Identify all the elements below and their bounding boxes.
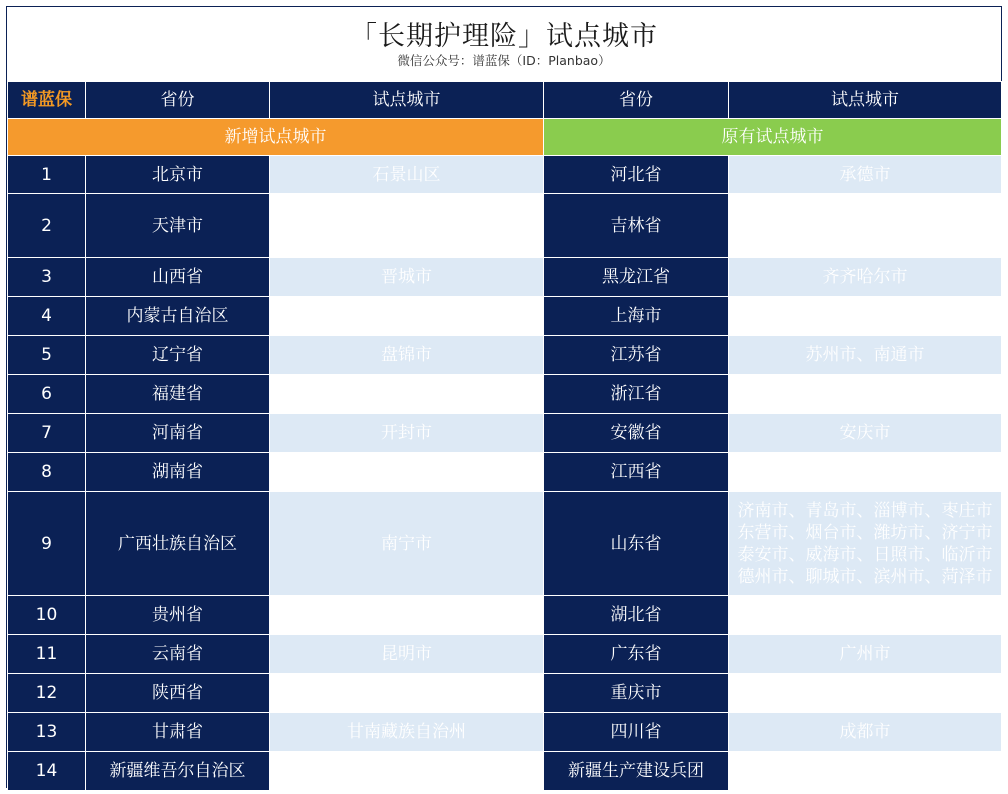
original-province: 新疆生产建设兵团 (544, 752, 729, 791)
new-province: 广西壮族自治区 (86, 492, 270, 596)
table-row (8, 492, 1002, 596)
table-row (8, 194, 1002, 258)
new-pilot-city: 乌鲁木齐市 (270, 752, 544, 791)
city-line: 德州市、聊城市、滨州市、菏泽市 (737, 566, 993, 587)
new-province: 陕西省 (86, 674, 270, 713)
header-province: 省份 (86, 82, 270, 119)
original-pilot-city (729, 258, 1002, 297)
new-province: 湖南省 (86, 453, 270, 492)
city-line: 济南市、青岛市、淄博市、枣庄市 (737, 500, 993, 521)
original-pilot-city (729, 492, 1002, 596)
new-pilot-city: 呼和浩特市 (270, 297, 544, 336)
new-province: 贵州省 (86, 596, 270, 635)
new-pilot-city: 湘潭市 (270, 453, 544, 492)
new-province: 河南省 (86, 414, 270, 453)
new-province: 云南省 (86, 635, 270, 674)
new-province: 天津市 (86, 194, 270, 258)
original-pilot-city (729, 375, 1002, 414)
original-pilot-city (729, 752, 1002, 791)
original-province: 浙江省 (544, 375, 729, 414)
new-province: 内蒙古自治区 (86, 297, 270, 336)
new-pilot-city: 晋城市 (270, 258, 544, 297)
row-number: 13 (8, 713, 86, 752)
city-line: 石河子市 (831, 761, 899, 781)
table-row (8, 635, 1002, 674)
row-number: 14 (8, 752, 86, 791)
new-pilot-city: 盘锦市 (270, 336, 544, 375)
original-pilot-city (729, 156, 1002, 194)
city-line: 泰安市、威海市、日照市、临沂市 (737, 544, 993, 565)
original-province: 湖北省 (544, 596, 729, 635)
table-row (8, 674, 1002, 713)
new-pilot-city: 南宁市 (270, 492, 544, 596)
page-subtitle: 微信公众号：谱蓝保（ID：Planbao） (397, 53, 611, 68)
city-line: 承德市 (839, 164, 891, 185)
row-number: 5 (8, 336, 86, 375)
header-pilot-city-2: 试点城市 (729, 82, 1002, 119)
section-original-cities: 原有试点城市 (544, 119, 1002, 156)
city-line: 荆门市 (839, 605, 891, 625)
title-area (7, 7, 1001, 81)
row-number: 11 (8, 635, 86, 674)
row-number: 3 (8, 258, 86, 297)
table-row (8, 596, 1002, 635)
city-line: 长春市、吉林市、通化市 (771, 204, 959, 225)
section-row (8, 119, 1002, 156)
original-province: 吉林省 (544, 194, 729, 258)
original-province: 黑龙江省 (544, 258, 729, 297)
original-pilot-city (729, 414, 1002, 453)
original-province: 安徽省 (544, 414, 729, 453)
header-province-2: 省份 (544, 82, 729, 119)
table-row (8, 453, 1002, 492)
new-province: 甘肃省 (86, 713, 270, 752)
page-title: 「长期护理险」试点城市 (350, 21, 658, 52)
city-line: 成都市 (839, 722, 891, 742)
pilot-cities-table (7, 81, 1002, 791)
original-province: 四川省 (544, 713, 729, 752)
city-line: 齐齐哈尔市 (822, 267, 908, 287)
new-pilot-city: 汉中市 (270, 674, 544, 713)
original-pilot-city (729, 336, 1002, 375)
city-line: 宁波市 (839, 384, 891, 404)
original-pilot-city (729, 674, 1002, 713)
new-province: 辽宁省 (86, 336, 270, 375)
original-pilot-city (729, 713, 1002, 752)
city-line: 东营市、烟台市、潍坊市、济宁市 (737, 522, 993, 543)
original-pilot-city (729, 194, 1002, 258)
row-number: 4 (8, 297, 86, 336)
table-row (8, 336, 1002, 375)
row-number: 2 (8, 194, 86, 258)
city-line: 安庆市 (839, 423, 891, 443)
table-row (8, 752, 1002, 791)
row-number: 9 (8, 492, 86, 596)
original-province: 广东省 (544, 635, 729, 674)
table-row (8, 156, 1002, 194)
row-number: 12 (8, 674, 86, 713)
row-number: 8 (8, 453, 86, 492)
new-pilot-city: 天津市 (270, 194, 544, 258)
original-pilot-city (729, 635, 1002, 674)
row-number: 7 (8, 414, 86, 453)
row-number: 6 (8, 375, 86, 414)
section-new-cities: 新增试点城市 (8, 119, 544, 156)
table-frame (6, 6, 1002, 788)
city-line: 松原市、梅河口市、珲春市 (763, 226, 967, 247)
table-row (8, 375, 1002, 414)
original-province: 河北省 (544, 156, 729, 194)
city-line: 苏州市、南通市 (805, 345, 925, 365)
new-province: 山西省 (86, 258, 270, 297)
city-line: 上海市 (839, 306, 891, 326)
city-line: 重庆市 (839, 683, 891, 703)
original-province: 江苏省 (544, 336, 729, 375)
city-line: 广州市 (839, 644, 891, 664)
original-pilot-city (729, 453, 1002, 492)
table-row (8, 414, 1002, 453)
new-province: 福建省 (86, 375, 270, 414)
original-province: 江西省 (544, 453, 729, 492)
new-pilot-city: 开封市 (270, 414, 544, 453)
original-pilot-city (729, 596, 1002, 635)
city-line: 上饶市 (839, 462, 891, 482)
original-province: 上海市 (544, 297, 729, 336)
row-number: 1 (8, 156, 86, 194)
table-row (8, 713, 1002, 752)
table-row (8, 297, 1002, 336)
header-row (8, 82, 1002, 119)
new-pilot-city: 昆明市 (270, 635, 544, 674)
new-province: 北京市 (86, 156, 270, 194)
new-pilot-city: 甘南藏族自治州 (270, 713, 544, 752)
original-province: 重庆市 (544, 674, 729, 713)
new-pilot-city: 黔西南布依族苗族自治州 (270, 596, 544, 635)
new-province: 新疆维吾尔自治区 (86, 752, 270, 791)
new-pilot-city: 石景山区 (270, 156, 544, 194)
original-province: 山东省 (544, 492, 729, 596)
header-pilot-city: 试点城市 (270, 82, 544, 119)
new-pilot-city: 福州市 (270, 375, 544, 414)
original-pilot-city (729, 297, 1002, 336)
table-row (8, 258, 1002, 297)
brand-label: 谱蓝保 (8, 82, 86, 119)
row-number: 10 (8, 596, 86, 635)
